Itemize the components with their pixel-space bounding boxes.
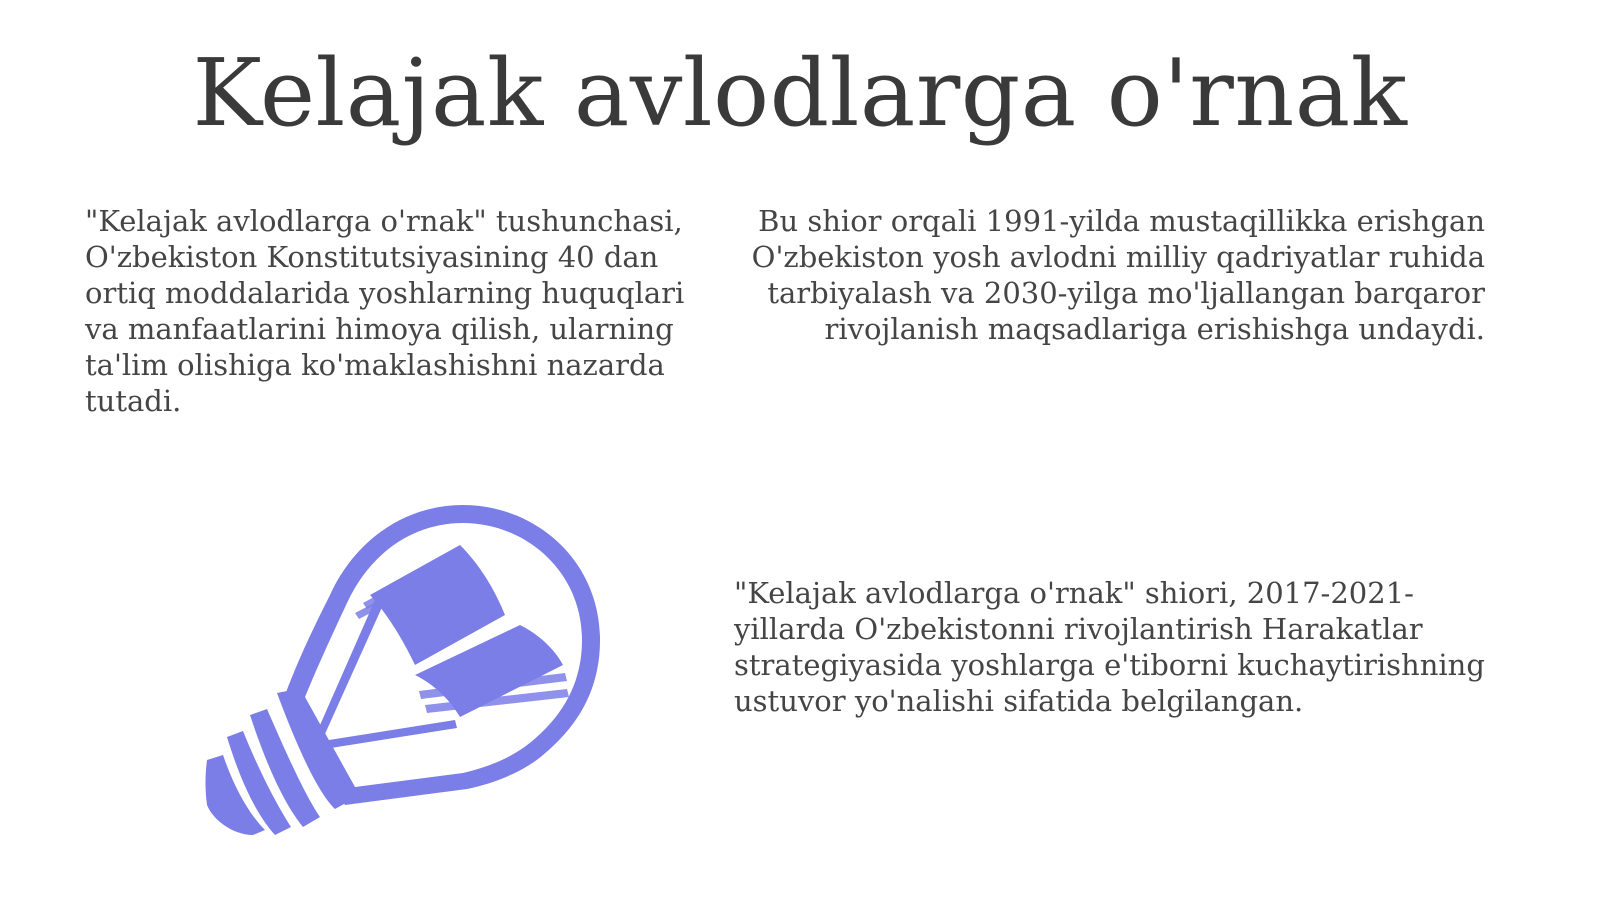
slide-title: Kelajak avlodlarga o'rnak (192, 39, 1408, 147)
paragraph-strategy: "Kelajak avlodlarga o'rnak" shiori, 2017-2021-yillarda O'zbekistonni rivojlantirish Harakatlar strategiyasida yoshlarga e'tiborni kuchaytirishning ustuvor yo'nalishi sifatida belgilangan. (734, 576, 1485, 718)
paragraph-constitution: "Kelajak avlodlarga o'rnak" tushunchasi, O'zbekiston Konstitutsiyasining 40 dan ortiq moddalarida yoshlarning huquqlari va manfaatlarini himoya qilish, ularning ta'lim olishiga ko'maklashishni nazarda tutadi. (85, 204, 685, 418)
paragraph-independence: Bu shior orqali 1991-yilda mustaqillikka erishgan O'zbekiston yosh avlodni milliy qadriyatlar ruhida tarbiyalash va 2030-yilga mo'ljallangan barqaror rivojlanish maqsadlariga erishishga undaydi. (751, 204, 1485, 346)
lightbulb-book-icon (205, 505, 625, 855)
